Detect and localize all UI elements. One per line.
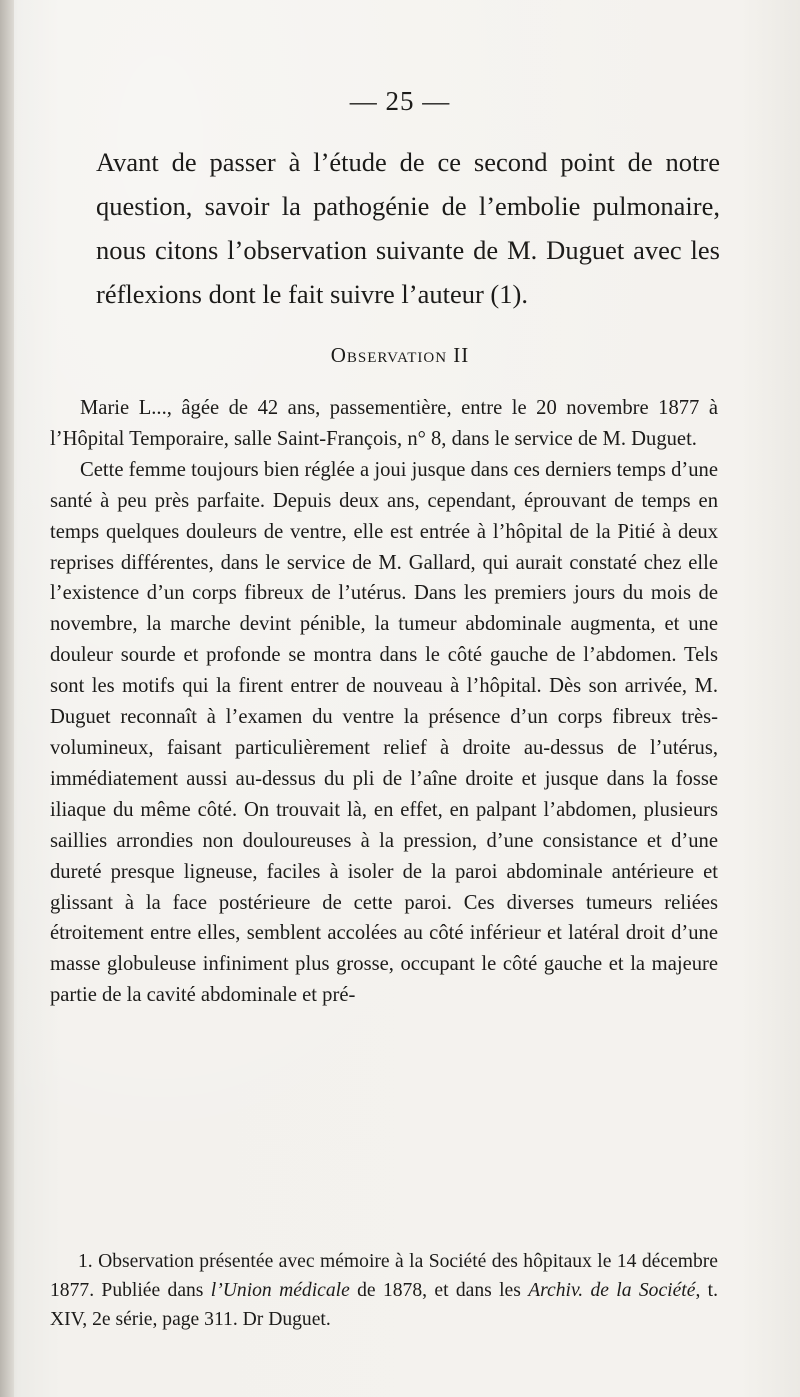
footnote-text-2: de 1878, et dans les <box>349 1280 529 1301</box>
observation-body <box>50 393 718 1011</box>
intro-paragraph: Avant de passer à l’étude de ce second point de notre question, savoir la pathogénie de l’embolie pulmonaire, nous citons l’observation suivante de M. Duguet avec les réflexions dont le fait suivre l’auteur (1). <box>96 147 720 309</box>
footnote-archive: Archiv. de la Société <box>528 1280 696 1301</box>
observation-paragraph-1: Marie L..., âgée de 42 ans, passementière, entre le 20 novembre 1877 à l’Hôpital Temporaire, salle Saint-François, n° 8, dans le service de M. Duguet. <box>50 397 718 450</box>
observation-title: Observation II <box>330 343 470 367</box>
footnote-text-3: , t. XIV, 2e série, page 311. Dr Duguet. <box>50 1280 719 1330</box>
footnote <box>50 1247 718 1334</box>
observation-paragraph-2: Cette femme toujours bien réglée a joui jusque dans ces derniers temps d’une santé à peu près parfaite. Depuis deux ans, cependant, éprouvant de temps en temps quelques douleurs de ventre, elle est entrée à l’hôpital de la Pitié à deux reprises différentes, dans le service de M. Gallard, qui aurait constaté chez elle l’existence d’un corps fibreux de l’utérus. Dans les premiers jours du mois de novembre, la marche devint pénible, la tumeur abdominale augmenta, et une douleur sourde et profonde se montra dans le côté gauche de l’abdomen. Tels sont les motifs qui la firent entrer de nouveau à l’hôpital. Dès son arrivée, M. Duguet reconnaît à l’examen du ventre la présence d’un corps fibreux très-volumineux, faisant particulièrement relief à droite au-dessus de l’utérus, immédiatement aussi au-dessus du pli de l’aîne droite et jusque dans la fosse iliaque du même côté. On trouvait là, en effet, en palpant l’abdomen, plusieurs saillies arrondies non douloureuses à la pression, d’une consistance et d’une dureté presque ligneuse, faciles à isoler de la paroi abdominale antérieure et glissant à la face postérieure de cette paroi. Ces diverses tumeurs reliées étroitement entre elles, semblent accolées au côté inférieur et latéral droit d’une masse globuleuse infiniment plus grosse, occupant le côté gauche et la majeure partie de la cavité abdominale et pré- <box>50 458 718 1007</box>
footnote-journal: l’Union médicale <box>210 1280 350 1301</box>
footnote-text-1: 1. Observation présentée avec mémoire à la Société des hôpitaux le 14 décembre 1877. Publiée dans <box>50 1251 718 1301</box>
page-number: — 25 — <box>349 86 451 116</box>
book-spine-shadow <box>0 0 14 1397</box>
